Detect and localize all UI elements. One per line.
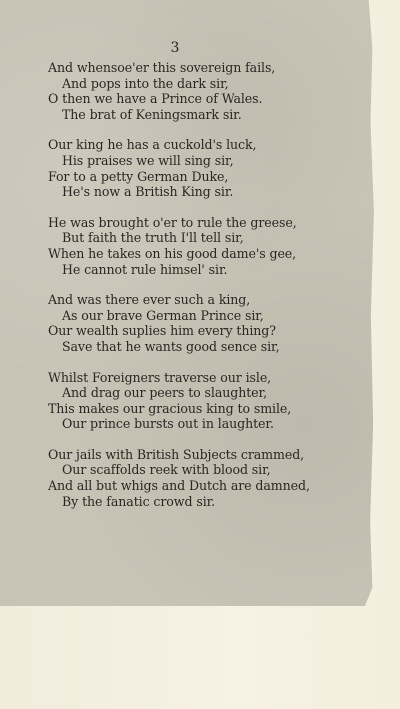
stanza — [48, 60, 368, 122]
verse-line: By the fanatic crowd sir. — [62, 493, 216, 509]
stanza — [48, 137, 368, 199]
verse-line: And all but whigs and Dutch are damned, — [48, 478, 310, 494]
verse-line: He cannot rule himsel' sir. — [62, 261, 228, 277]
stanza — [48, 370, 368, 432]
verse-line: As our brave German Prince sir, — [62, 307, 264, 323]
stanza — [48, 292, 368, 354]
verse-line: Save that he wants good sence sir, — [62, 338, 280, 354]
verse-line: He was brought o'er to rule the greese, — [48, 214, 297, 230]
verse-line: And drag our peers to slaughter, — [62, 385, 267, 401]
stanza — [48, 215, 368, 277]
verse-line: When he takes on his good dame's gee, — [48, 245, 297, 261]
verse-line: And was there ever such a king, — [48, 292, 251, 308]
verse-line: O then we have a Prince of Wales. — [48, 91, 263, 107]
verse-line: Our wealth suplies him every thing? — [48, 323, 276, 339]
poem-body — [48, 60, 368, 509]
verse-line: For to a petty German Duke, — [48, 168, 229, 184]
page-number: 3 — [170, 40, 180, 56]
verse-line: Our jails with British Subjects crammed, — [48, 446, 305, 462]
stanza — [48, 447, 368, 509]
verse-line: Our king he has a cuckold's luck, — [48, 137, 257, 153]
verse-line: Whilst Foreigners traverse our isle, — [48, 369, 272, 385]
verse-line: But faith the truth I'll tell sir, — [62, 230, 244, 246]
verse-line: Our scaffolds reek with blood sir, — [62, 462, 271, 478]
verse-line: The brat of Keningsmark sir. — [62, 106, 242, 122]
verse-line: His praises we will sing sir, — [62, 152, 234, 168]
verse-line: Our prince bursts out in laughter. — [62, 416, 274, 432]
verse-line: And pops into the dark sir, — [62, 75, 229, 91]
verse-line: This makes our gracious king to smile, — [48, 400, 292, 416]
verse-line: And whensoe'er this sovereign fails, — [48, 60, 276, 75]
verse-line: He's now a British King sir. — [62, 184, 234, 200]
